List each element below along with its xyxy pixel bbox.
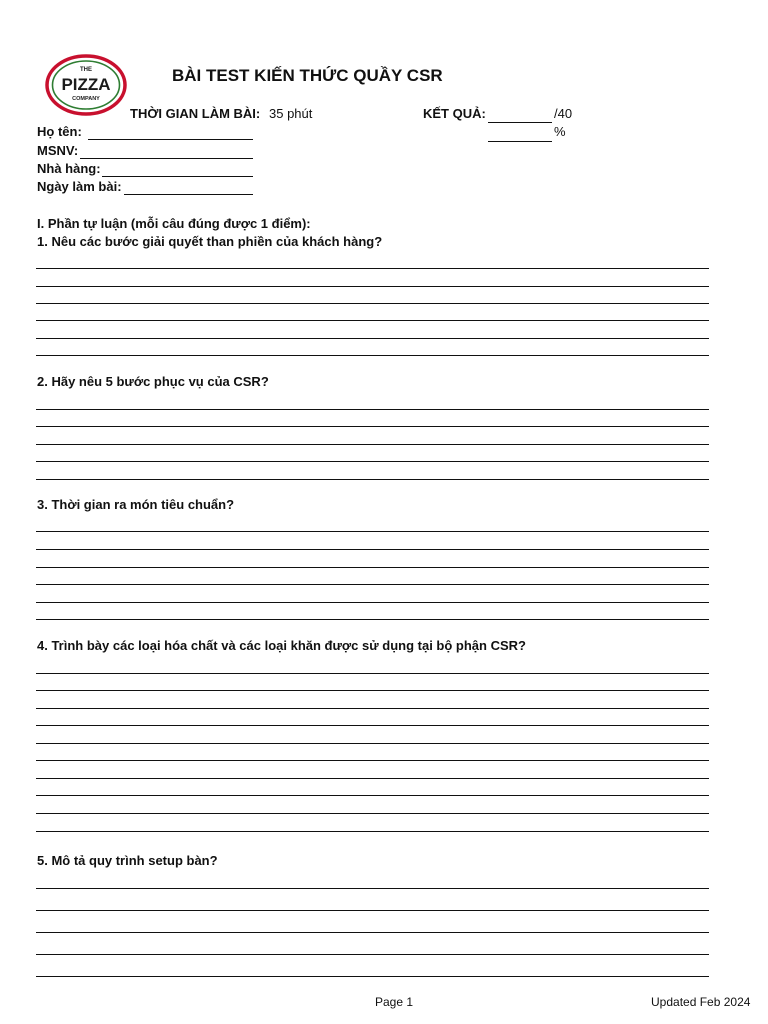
answer-line[interactable] — [36, 778, 709, 779]
answer-line[interactable] — [36, 409, 709, 410]
answer-line[interactable] — [36, 795, 709, 796]
answer-line[interactable] — [36, 479, 709, 480]
question-2: 2. Hãy nêu 5 bước phục vụ của CSR? — [37, 374, 269, 389]
result-total: /40 — [554, 106, 573, 121]
answer-line[interactable] — [36, 602, 709, 603]
page-title: BÀI TEST KIẾN THỨC QUẦY CSR — [172, 66, 443, 85]
logo-main-text: PIZZA — [61, 75, 111, 94]
answer-line[interactable] — [36, 584, 709, 585]
answer-line[interactable] — [36, 461, 709, 462]
answer-line[interactable] — [36, 813, 709, 814]
answer-line[interactable] — [36, 976, 709, 977]
name-label: Họ tên: — [37, 124, 82, 139]
answer-line[interactable] — [36, 954, 709, 955]
test-date-blank[interactable] — [124, 194, 253, 195]
result-percent-blank[interactable] — [488, 141, 552, 142]
employee-id-blank[interactable] — [80, 158, 253, 159]
answer-line[interactable] — [36, 831, 709, 832]
test-date-label: Ngày làm bài: — [37, 179, 122, 194]
question-5: 5. Mô tả quy trình setup bàn? — [37, 853, 218, 868]
answer-line[interactable] — [36, 355, 709, 356]
result-label: KẾT QUẢ: — [423, 106, 486, 121]
logo-graphic — [45, 54, 127, 116]
time-label: THỜI GIAN LÀM BÀI: — [130, 106, 261, 121]
answer-line[interactable] — [36, 426, 709, 427]
answer-line[interactable] — [36, 444, 709, 445]
answer-line[interactable] — [36, 268, 709, 269]
answer-line[interactable] — [36, 760, 709, 761]
answer-line[interactable] — [36, 690, 709, 691]
answer-line[interactable] — [36, 673, 709, 674]
section-heading: I. Phần tự luận (mỗi câu đúng được 1 điểm): — [37, 216, 311, 231]
answer-line[interactable] — [36, 303, 709, 304]
answer-line[interactable] — [36, 888, 709, 889]
answer-line[interactable] — [36, 320, 709, 321]
result-percent-sign: % — [554, 124, 566, 139]
question-3: 3. Thời gian ra món tiêu chuẩn? — [37, 497, 235, 512]
restaurant-label: Nhà hàng: — [37, 161, 101, 176]
answer-line[interactable] — [36, 549, 709, 550]
answer-line[interactable] — [36, 708, 709, 709]
logo-bottom-text: COMPANY — [72, 96, 100, 102]
answer-line[interactable] — [36, 932, 709, 933]
answer-line[interactable] — [36, 725, 709, 726]
updated-date: Updated Feb 2024 — [651, 995, 751, 1009]
answer-line[interactable] — [36, 531, 709, 532]
name-blank[interactable] — [88, 139, 253, 140]
page-number: Page 1 — [375, 995, 414, 1009]
answer-line[interactable] — [36, 910, 709, 911]
question-1: 1. Nêu các bước giải quyết than phiền của khách hàng? — [37, 234, 383, 249]
answer-line[interactable] — [36, 338, 709, 339]
answer-line[interactable] — [36, 286, 709, 287]
question-4: 4. Trình bày các loại hóa chất và các loại khăn được sử dụng tại bộ phận CSR? — [37, 638, 526, 653]
answer-line[interactable] — [36, 619, 709, 620]
answer-line[interactable] — [36, 743, 709, 744]
restaurant-blank[interactable] — [102, 176, 253, 177]
answer-line[interactable] — [36, 567, 709, 568]
employee-id-label: MSNV: — [37, 143, 79, 158]
result-score-blank[interactable] — [488, 122, 552, 123]
time-value: 35 phút — [269, 106, 313, 121]
logo-top-text: THE — [80, 67, 92, 73]
pizza-company-logo — [45, 54, 127, 116]
